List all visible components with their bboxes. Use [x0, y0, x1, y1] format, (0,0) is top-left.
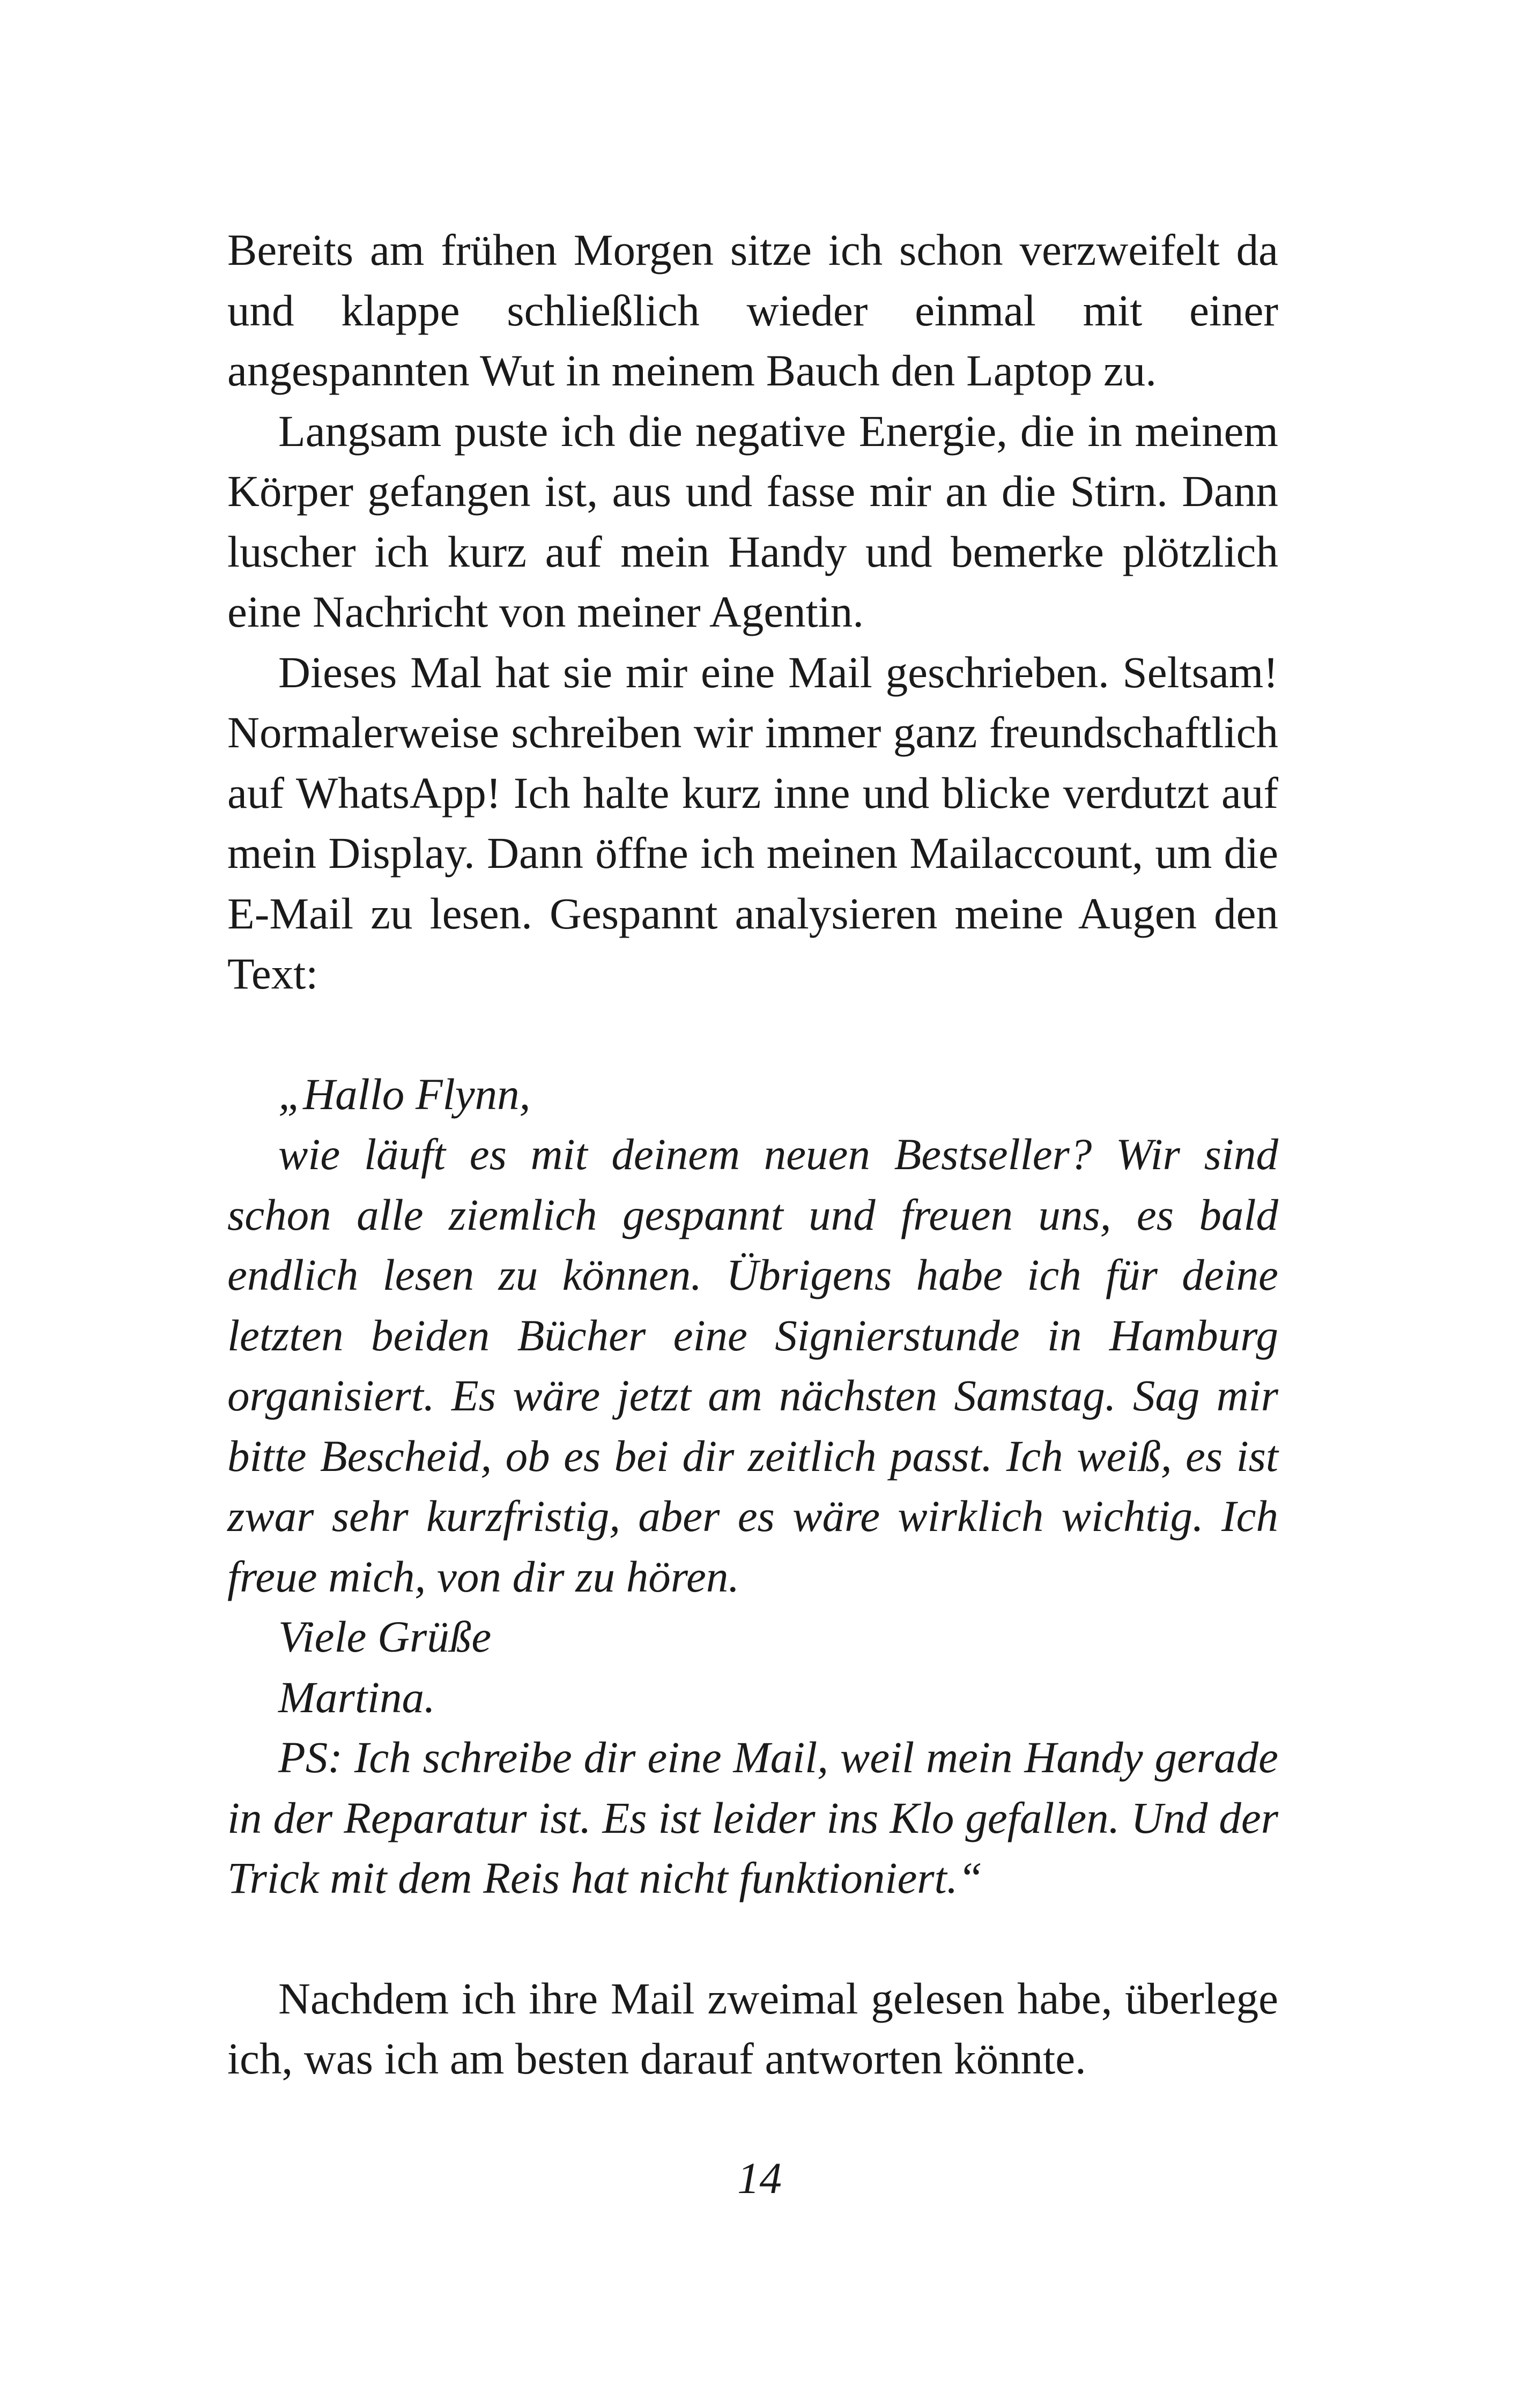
paragraph-3: Dieses Mal hat sie mir eine Mail geschrieben. Seltsam! Normalerweise schreiben wir immer ganz freundschaftlich auf WhatsApp! Ich halte kurz inne und blicke verdutzt auf mein Display. Dann öffne ich meinen Mailaccount, um die E-Mail zu lesen. Gespannt analysieren meine Augen den Text:: [227, 647, 1278, 998]
email-body: wie läuft es mit deinem neuen Bestseller? Wir sind schon alle ziemlich gespannt und freuen uns, es bald endlich lesen zu können. Übrigens habe ich für deine letzten beiden Bücher eine Signierstunde in Hamburg organisiert. Es wäre jetzt am nächsten Samstag. Sag mir bitte Bescheid, ob es bei dir zeitlich passt. Ich weiß, es ist zwar sehr kurzfristig, aber es wäre wirklich wichtig. Ich freue mich, von dir zu hören.: [227, 1129, 1278, 1601]
body-text: [227, 220, 1278, 2089]
paragraph-4: Nachdem ich ihre Mail zweimal gelesen habe, überlege ich, was ich am besten darauf antworten könnte.: [227, 1973, 1278, 2083]
quoted-email: [227, 1064, 1278, 1908]
email-signature: Martina.: [278, 1672, 435, 1722]
paragraph-1: Bereits am frühen Morgen sitze ich schon verzweifelt da und klappe schließlich wieder einmal mit einer angespannten Wut in meinem Bauch den Laptop zu.: [227, 225, 1278, 395]
email-postscript: PS: Ich schreibe dir eine Mail, weil mein Handy gerade in der Reparatur ist. Es ist leider ins Klo gefallen. Und der Trick mit dem Reis hat nicht funktioniert.“: [227, 1733, 1278, 1902]
email-greeting: „Hallo Flynn,: [278, 1069, 531, 1119]
paragraph-2: Langsam puste ich die negative Energie, die in meinem Körper gefangen ist, aus und fasse mir an die Stirn. Dann luscher ich kurz auf mein Handy und bemerke plötzlich eine Nachricht von meiner Agentin.: [227, 406, 1278, 636]
page-number: 14: [737, 2153, 782, 2203]
email-closing: Viele Grüße: [278, 1612, 492, 1661]
